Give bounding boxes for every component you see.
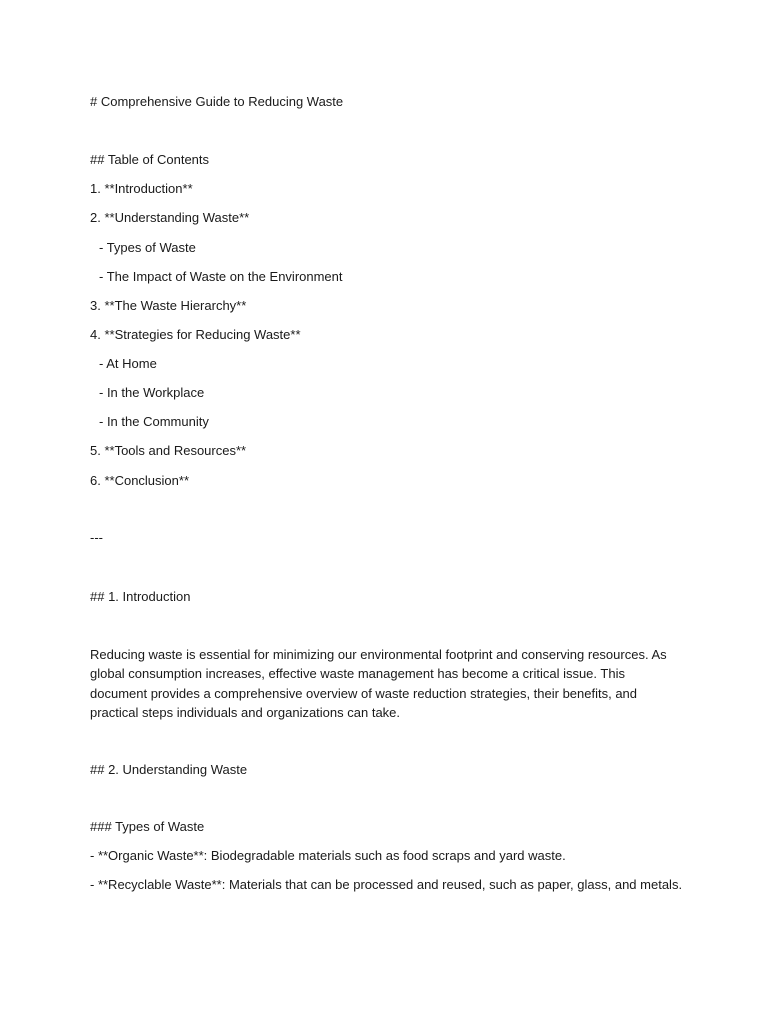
document-title: # Comprehensive Guide to Reducing Waste [90, 94, 344, 109]
list-item: - **Organic Waste**: Biodegradable materials such as food scraps and yard waste. [90, 848, 566, 863]
list-item: - **Recyclable Waste**: Materials that can be processed and reused, such as paper, glass, and metals. [90, 877, 683, 892]
toc-item: 4. **Strategies for Reducing Waste** [90, 327, 301, 342]
toc-item: 6. **Conclusion** [90, 473, 190, 488]
toc-subitem: - The Impact of Waste on the Environment [99, 269, 343, 284]
toc-subitem: - In the Workplace [99, 385, 205, 400]
introduction-paragraph: Reducing waste is essential for minimizing our environmental footprint and conserving resources. As global consumption increases, effective waste management has become a critical issue. This document provides a comprehensive overview of waste reduction strategies, their benefits, and practical steps individuals and organizations can take. [90, 647, 667, 720]
toc-subitem: - At Home [99, 356, 157, 371]
toc-item: 3. **The Waste Hierarchy** [90, 298, 247, 313]
section-heading-understanding-waste: ## 2. Understanding Waste [90, 762, 248, 777]
toc-subitem: - In the Community [99, 414, 209, 429]
toc-subitem: - Types of Waste [99, 240, 196, 255]
separator: --- [90, 530, 103, 545]
toc-item: 2. **Understanding Waste** [90, 210, 250, 225]
toc-item: 5. **Tools and Resources** [90, 443, 247, 458]
toc-heading: ## Table of Contents [90, 152, 210, 167]
subsection-heading-types-of-waste: ### Types of Waste [90, 819, 205, 834]
toc-item: 1. **Introduction** [90, 181, 193, 196]
section-heading-introduction: ## 1. Introduction [90, 589, 191, 604]
